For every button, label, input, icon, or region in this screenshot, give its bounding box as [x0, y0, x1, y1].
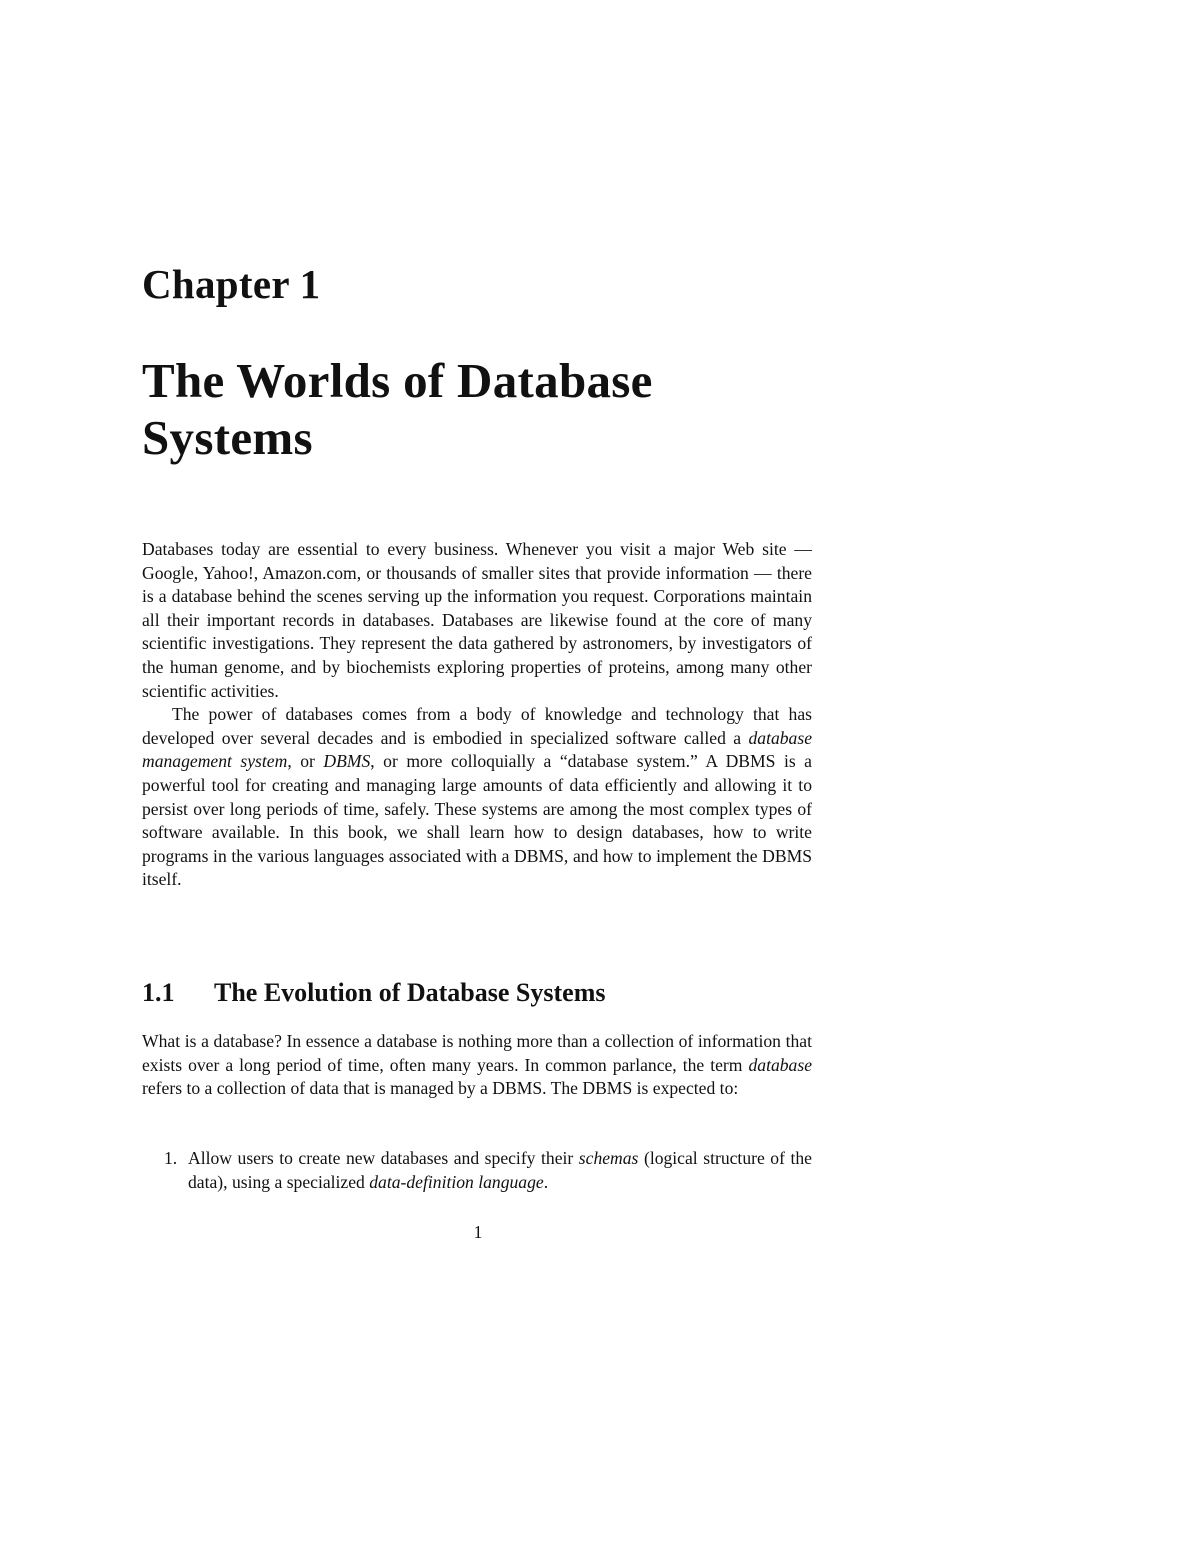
list-item	[142, 1147, 812, 1194]
term-data-definition-language: data-definition language	[369, 1171, 544, 1192]
term-database: database	[748, 1054, 812, 1075]
term-database-management-system: database management system	[142, 727, 812, 772]
section-paragraph-1-part-b: refers to a collection of data that is managed by a DBMS. The DBMS is expected to:	[142, 1078, 739, 1099]
page-number: 1	[473, 1222, 483, 1242]
intro-paragraph-2	[142, 703, 812, 892]
section-number: 1.1	[142, 978, 175, 1007]
section-heading	[142, 976, 605, 1010]
term-dbms: DBMS	[323, 751, 371, 772]
intro-paragraph-2-part-a: The power of databases comes from a body of knowledge and technology that has developed over several decades and is embodied in specialized software called a	[142, 704, 812, 748]
term-schemas: schemas	[578, 1148, 639, 1168]
section-paragraph-1	[142, 1030, 812, 1101]
list-item-text-a: Allow users to create new databases and specify their	[188, 1148, 579, 1168]
intro-text	[142, 538, 812, 892]
section-paragraph-1-part-a: What is a database? In essence a database is nothing more than a collection of information that exists over a long period of time, often many years. In common parlance, the term	[142, 1031, 812, 1075]
section-title: The Evolution of Database Systems	[214, 978, 606, 1007]
section-text	[142, 1030, 812, 1101]
list-item-text-b: (logical structure of the data), using a specialized	[188, 1148, 812, 1192]
chapter-title: The Worlds of Database Systems	[142, 353, 653, 465]
chapter-label: Chapter 1	[142, 261, 321, 307]
requirements-list	[142, 1147, 812, 1194]
list-item-text-c: .	[543, 1171, 549, 1192]
intro-paragraph-2-part-c: , or more colloquially a “database system.” A DBMS is a powerful tool for creating and managing large amounts of data efficiently and allowing it to persist over long periods of time, safely. These systems are among the most complex types of software available. In this book, we shall learn how to design databases, how to write programs in the various languages associated with a DBMS, and how to implement the DBMS itself.	[142, 751, 812, 890]
intro-paragraph-2-part-b: , or	[287, 751, 324, 772]
list-item-marker: 1.	[164, 1148, 178, 1168]
intro-paragraph-1: Databases today are essential to every business. Whenever you visit a major Web site — Google, Yahoo!, Amazon.com, or thousands of smaller sites that provide information — there is a database behind the scenes serving up the information you request. Corporations maintain all their important records in databases. Databases are likewise found at the core of many scientific investigations. They represent the data gathered by astronomers, by investigators of the human genome, and by biochemists exploring properties of proteins, among many other scientific activities.	[142, 539, 812, 701]
